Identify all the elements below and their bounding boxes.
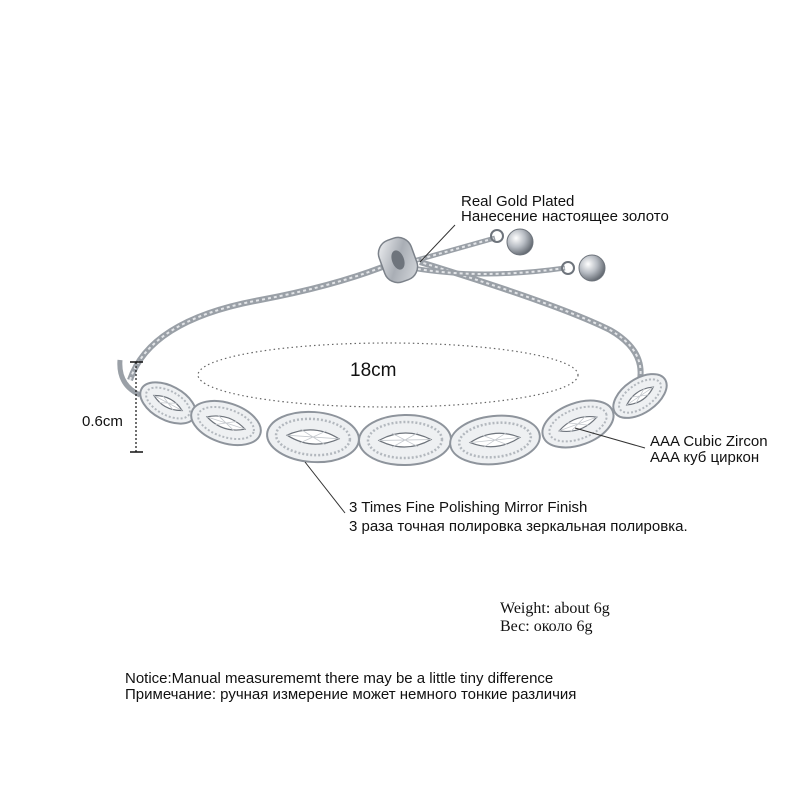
leader-line-polish bbox=[305, 462, 345, 513]
weight-label-ru: Вес: около 6g bbox=[500, 618, 593, 635]
marquise-link bbox=[536, 392, 620, 457]
marquise-link bbox=[265, 409, 360, 465]
marquise-links bbox=[134, 365, 675, 468]
gold-label-en: Real Gold Plated bbox=[461, 193, 575, 210]
zircon-label-en: AAA Cubic Zircon bbox=[650, 433, 768, 450]
end-ball-upper bbox=[491, 229, 533, 255]
notice-label-en: Notice:Manual measurememt there may be a little tiny difference bbox=[125, 670, 554, 687]
end-ball-lower bbox=[562, 255, 605, 281]
polish-label-ru: 3 раза точная полировка зеркальная полировка. bbox=[349, 518, 688, 535]
marquise-link bbox=[448, 411, 543, 468]
gold-label-ru: Нанесение настоящее золото bbox=[461, 208, 669, 225]
polish-label-en: 3 Times Fine Polishing Mirror Finish bbox=[349, 499, 588, 516]
weight-label-en: Weight: about 6g bbox=[500, 600, 610, 617]
zircon-label-ru: AAA куб циркон bbox=[650, 449, 760, 466]
marquise-link bbox=[186, 393, 267, 453]
length-label: 18cm bbox=[350, 360, 397, 381]
notice-label-ru: Примечание: ручная измерение может немного тонкие различия bbox=[125, 686, 577, 703]
slider-bead bbox=[375, 234, 422, 287]
marquise-link bbox=[359, 414, 452, 466]
width-label: 0.6cm bbox=[82, 413, 123, 430]
marquise-link bbox=[134, 374, 203, 432]
